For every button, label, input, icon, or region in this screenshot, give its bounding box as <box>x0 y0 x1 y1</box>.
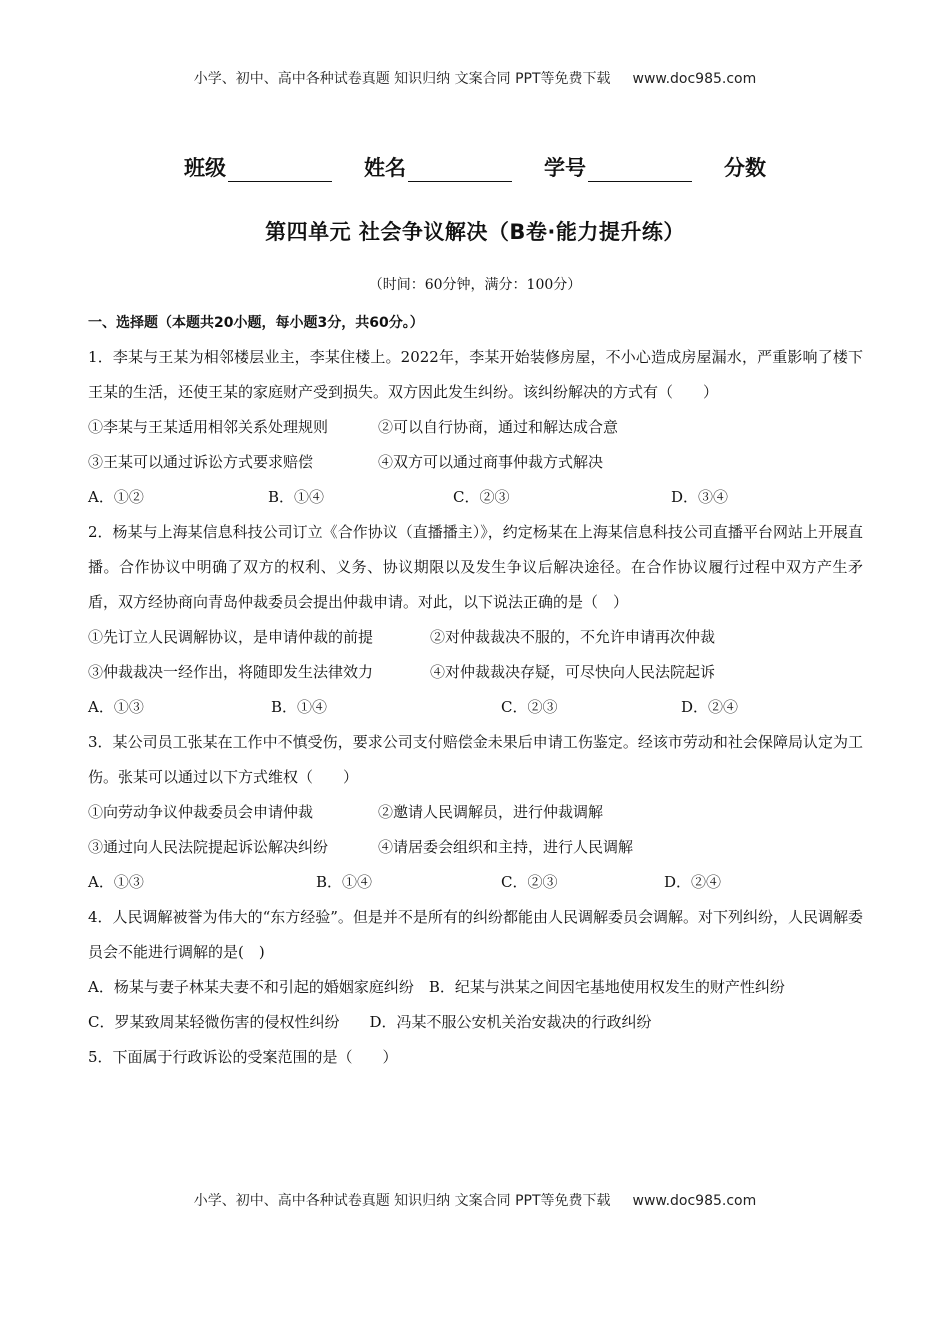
statement-row <box>88 795 863 830</box>
statement-option: ②对仲裁裁决不服的，不允许申请再次仲裁 <box>430 628 716 646</box>
page-header <box>0 68 950 88</box>
choice-d[interactable]: D．②④ <box>681 698 739 716</box>
choice-c[interactable]: C．②③ <box>501 873 558 891</box>
statement-row <box>88 410 863 445</box>
class-blank[interactable] <box>228 159 332 182</box>
class-field <box>184 152 332 182</box>
student-info-row <box>0 152 950 182</box>
page-title: 第四单元 社会争议解决（B卷·能力提升练） <box>265 220 685 244</box>
exam-subtitle: （时间：60分钟，满分：100分） <box>368 277 582 293</box>
statement-row <box>88 830 863 865</box>
choice-row <box>88 970 863 1005</box>
score-field <box>724 152 766 182</box>
statement-option: ②可以自行协商，通过和解达成合意 <box>378 418 619 436</box>
choice-row <box>88 1005 863 1040</box>
choice-c[interactable]: C．②③ <box>453 488 510 506</box>
question-2 <box>88 515 863 725</box>
choice-b[interactable]: B．①④ <box>268 488 325 506</box>
statement-option: ③仲裁裁决一经作出，将随即发生法律效力 <box>88 663 374 681</box>
header-site-link[interactable]: www.doc985.com <box>632 71 757 87</box>
header-promo: 小学、初中、高中各种试卷真题 知识归纳 文案合同 PPT等免费下载 <box>193 71 611 87</box>
score-label: 分数 <box>724 156 766 180</box>
statement-option: ②邀请人民调解员，进行仲裁调解 <box>378 803 604 821</box>
choice-a[interactable]: A．①③ <box>88 698 144 716</box>
answer-choices <box>88 865 863 900</box>
class-label: 班级 <box>184 156 226 180</box>
id-label: 学号 <box>544 156 586 180</box>
id-blank[interactable] <box>588 159 692 182</box>
name-blank[interactable] <box>408 159 512 182</box>
statement-option: ①先订立人民调解协议，是申请仲裁的前提 <box>88 628 374 646</box>
statement-row <box>88 620 863 655</box>
name-field <box>364 152 512 182</box>
statement-option: ④对仲裁裁决存疑，可尽快向人民法院起诉 <box>430 663 716 681</box>
choice-c[interactable]: C．罗某致周某轻微伤害的侵权性纠纷 <box>88 1013 340 1031</box>
question-stem: 1．李某与王某为相邻楼层业主，李某住楼上。2022年，李某开始装修房屋，不小心造成房屋漏水，严重影响了楼下王某的生活，还使王某的家庭财产受到损失。双方因此发生纠纷。该纠纷解决的方式有（ ） <box>88 348 863 401</box>
footer-promo: 小学、初中、高中各种试卷真题 知识归纳 文案合同 PPT等免费下载 <box>193 1193 611 1209</box>
answer-choices <box>88 690 863 725</box>
question-4 <box>88 900 863 1040</box>
statement-option: ④请居委会组织和主持，进行人民调解 <box>378 838 634 856</box>
choice-a[interactable]: A．杨某与妻子林某夫妻不和引起的婚姻家庭纠纷 <box>88 978 414 996</box>
statement-option: ③王某可以通过诉讼方式要求赔偿 <box>88 453 314 471</box>
statement-option: ①李某与王某适用相邻关系处理规则 <box>88 418 329 436</box>
section-heading: 一、选择题（本题共20小题，每小题3分，共60分。） <box>88 315 424 331</box>
choice-b[interactable]: B．①④ <box>271 698 328 716</box>
exam-content <box>88 310 863 1075</box>
name-label: 姓名 <box>364 156 406 180</box>
choice-b[interactable]: B．①④ <box>316 873 373 891</box>
question-1 <box>88 340 863 515</box>
statement-option: ③通过向人民法院提起诉讼解决纠纷 <box>88 838 329 856</box>
footer-site-link[interactable]: www.doc985.com <box>632 1193 757 1209</box>
choice-a[interactable]: A．①③ <box>88 873 144 891</box>
page-footer <box>0 1190 950 1210</box>
choice-a[interactable]: A．①② <box>88 488 144 506</box>
question-stem: 4．人民调解被誉为伟大的“东方经验”。但是并不是所有的纠纷都能由人民调解委员会调解。对下列纠纷，人民调解委员会不能进行调解的是( ) <box>88 908 863 961</box>
id-field <box>544 152 692 182</box>
choice-d[interactable]: D．冯某不服公安机关治安裁决的行政纠纷 <box>369 1013 652 1031</box>
choice-b[interactable]: B．纪某与洪某之间因宅基地使用权发生的财产性纠纷 <box>428 978 785 996</box>
statement-option: ④双方可以通过商事仲裁方式解决 <box>378 453 604 471</box>
question-stem: 5．下面属于行政诉讼的受案范围的是（ ） <box>88 1048 398 1066</box>
answer-choices <box>88 480 863 515</box>
statement-option: ①向劳动争议仲裁委员会申请仲裁 <box>88 803 314 821</box>
question-5 <box>88 1040 863 1075</box>
question-stem: 3．某公司员工张某在工作中不慎受伤，要求公司支付赔偿金未果后申请工伤鉴定。经该市劳动和社会保障局认定为工伤。张某可以通过以下方式维权（ ） <box>88 733 863 786</box>
choice-c[interactable]: C．②③ <box>501 698 558 716</box>
statement-row <box>88 655 863 690</box>
choice-d[interactable]: D．③④ <box>671 488 729 506</box>
question-stem: 2．杨某与上海某信息科技公司订立《合作协议（直播播主）》，约定杨某在上海某信息科技公司直播平台网站上开展直播。合作协议中明确了双方的权利、义务、协议期限以及发生争议后解决途径。在合作协议履行过程中双方产生矛盾，双方经协商向青岛仲裁委员会提出仲裁申请。对此，以下说法正确的是（ ） <box>88 523 863 611</box>
question-3 <box>88 725 863 900</box>
statement-row <box>88 445 863 480</box>
choice-d[interactable]: D．②④ <box>664 873 722 891</box>
